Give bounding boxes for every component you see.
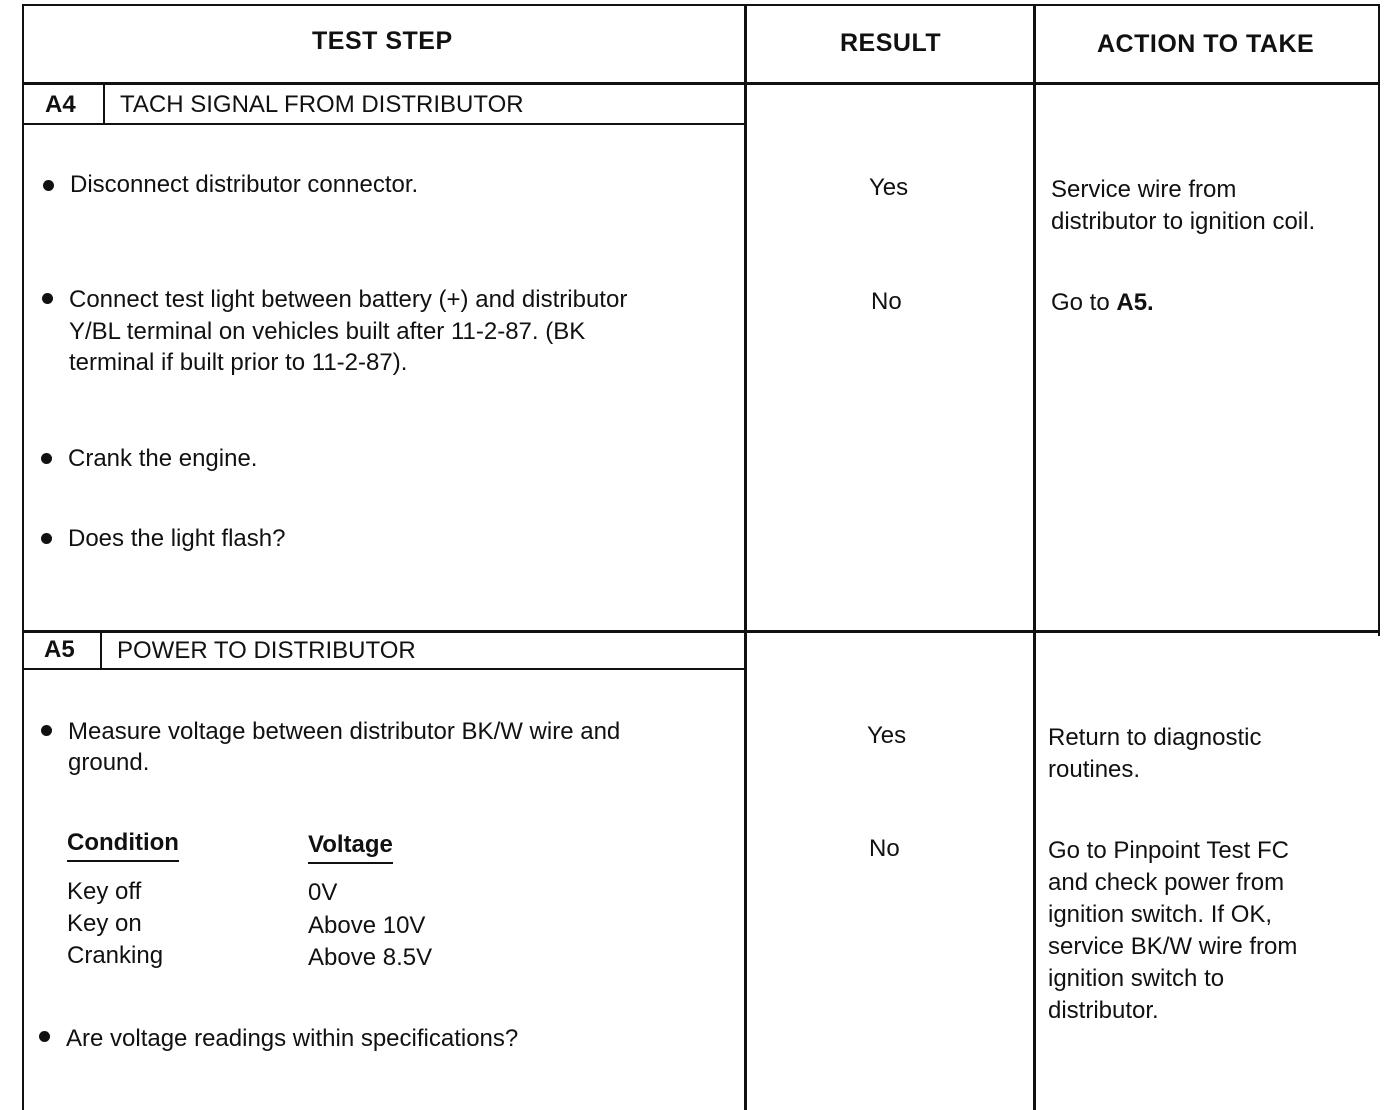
a4-title-underline	[22, 123, 746, 125]
a5-code: A5	[44, 636, 75, 663]
header-result: RESULT	[840, 29, 942, 57]
a4-step-2-line-2: Y/BL terminal on vehicles built after 11-2-87. (BK	[69, 318, 586, 345]
spec-condition-1: Key off	[67, 878, 142, 905]
spec-voltage-3: Above 8.5V	[308, 944, 433, 971]
a4-action-no-prefix: Go to	[1051, 289, 1117, 316]
a4-action-yes-line-1: Service wire from	[1051, 176, 1237, 203]
a5-step-2: Are voltage readings within specifications?	[66, 1025, 519, 1052]
a5-code-divider	[100, 632, 102, 669]
spec-voltage-1: 0V	[308, 879, 338, 906]
a5-result-no: No	[869, 835, 900, 862]
spec-voltage-2: Above 10V	[308, 912, 426, 939]
a4-title: TACH SIGNAL FROM DISTRIBUTOR	[120, 91, 524, 118]
bullet-icon	[41, 453, 52, 464]
a5-action-no-line-3: ignition switch. If OK,	[1048, 901, 1273, 928]
a4-action-no-ref: A5.	[1116, 289, 1154, 316]
a5-step-1-line-1: Measure voltage between distributor BK/W wire and	[68, 718, 621, 745]
spec-condition-3: Cranking	[67, 942, 164, 969]
a4-step-4: Does the light flash?	[68, 525, 286, 552]
section-divider	[22, 630, 1380, 633]
a5-result-yes: Yes	[867, 722, 907, 749]
bullet-icon	[42, 293, 53, 304]
table-top-border	[22, 4, 1380, 6]
a5-action-no-line-2: and check power from	[1048, 869, 1285, 896]
bullet-icon	[43, 180, 54, 191]
table-left-border	[22, 4, 24, 1110]
a5-step-1-line-2: ground.	[68, 749, 150, 776]
column-divider-2	[1033, 4, 1036, 1110]
a4-action-yes-line-2: distributor to ignition coil.	[1051, 208, 1316, 235]
a5-title-underline	[22, 668, 746, 670]
a4-code: A4	[45, 91, 76, 118]
a5-action-yes-line-2: routines.	[1048, 756, 1141, 783]
header-test-step: TEST STEP	[312, 27, 453, 55]
a4-step-1: Disconnect distributor connector.	[70, 171, 419, 198]
a5-action-yes-line-1: Return to diagnostic	[1048, 724, 1262, 751]
spec-header-voltage: Voltage	[308, 830, 393, 864]
a4-step-2-line-3: terminal if built prior to 11-2-87).	[69, 349, 408, 376]
table-right-border	[1378, 4, 1380, 636]
header-divider	[22, 82, 1380, 85]
a5-action-no-line-5: ignition switch to	[1048, 965, 1225, 992]
a5-action-no-line-6: distributor.	[1048, 997, 1159, 1024]
a4-code-divider	[103, 84, 105, 124]
bullet-icon	[41, 533, 52, 544]
a5-action-no-line-1: Go to Pinpoint Test FC	[1048, 837, 1290, 864]
a5-title: POWER TO DISTRIBUTOR	[117, 637, 416, 664]
bullet-icon	[41, 725, 52, 736]
column-divider-1	[744, 4, 747, 1110]
spec-condition-2: Key on	[67, 910, 142, 937]
a4-step-2-line-1: Connect test light between battery (+) and distributor	[69, 286, 628, 313]
a4-result-no: No	[871, 288, 902, 315]
a4-result-yes: Yes	[869, 174, 909, 201]
bullet-icon	[39, 1031, 50, 1042]
a4-action-no	[1051, 287, 1154, 319]
header-action: ACTION TO TAKE	[1097, 30, 1315, 58]
spec-header-condition: Condition	[67, 828, 179, 862]
a5-action-no-line-4: service BK/W wire from	[1048, 933, 1298, 960]
a4-step-3: Crank the engine.	[68, 445, 258, 472]
